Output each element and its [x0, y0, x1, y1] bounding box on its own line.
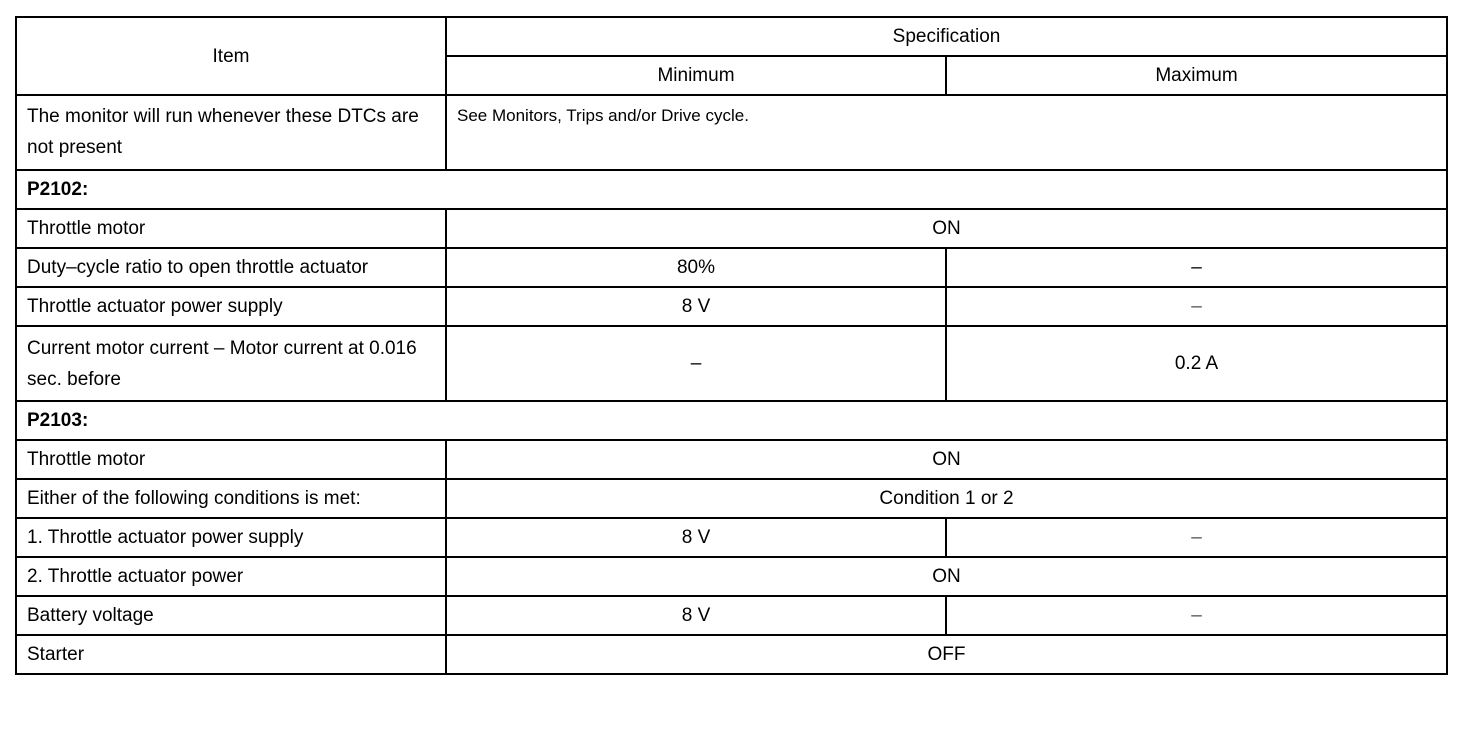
- row-spec: OFF: [446, 635, 1447, 674]
- row-spec: ON: [446, 557, 1447, 596]
- row-spec: ON: [446, 440, 1447, 479]
- section-title: P2103:: [16, 401, 1447, 440]
- row-item: Throttle motor: [16, 209, 446, 248]
- row-min: –: [446, 326, 946, 401]
- row-item: Current motor current – Motor current at 0.016 sec. before: [16, 326, 446, 401]
- row-item: 1. Throttle actuator power supply: [16, 518, 446, 557]
- row-min: 8 V: [446, 596, 946, 635]
- row-max: –: [946, 248, 1447, 287]
- section-title: P2102:: [16, 170, 1447, 209]
- row-item: The monitor will run whenever these DTCs are not present: [16, 95, 446, 170]
- table-row: [16, 248, 1447, 287]
- row-max: 0.2 A: [946, 326, 1447, 401]
- table-row: [16, 326, 1447, 401]
- table-row: [16, 518, 1447, 557]
- table-row: [16, 557, 1447, 596]
- table-row: [16, 635, 1447, 674]
- row-min: 80%: [446, 248, 946, 287]
- header-minimum: Minimum: [446, 56, 946, 95]
- row-item: Throttle motor: [16, 440, 446, 479]
- row-spec: ON: [446, 209, 1447, 248]
- row-min: 8 V: [446, 287, 946, 326]
- row-spec: Condition 1 or 2: [446, 479, 1447, 518]
- row-max: –: [946, 287, 1447, 326]
- row-spec: See Monitors, Trips and/or Drive cycle.: [446, 95, 1447, 170]
- header-maximum: Maximum: [946, 56, 1447, 95]
- table-row: [16, 479, 1447, 518]
- row-item: Battery voltage: [16, 596, 446, 635]
- row-max: –: [946, 596, 1447, 635]
- header-specification: Specification: [446, 17, 1447, 56]
- section-row-p2103: [16, 401, 1447, 440]
- table-row: [16, 287, 1447, 326]
- row-item: Duty–cycle ratio to open throttle actuator: [16, 248, 446, 287]
- section-row-p2102: [16, 170, 1447, 209]
- row-min: 8 V: [446, 518, 946, 557]
- table-row: [16, 596, 1447, 635]
- specification-table: [15, 16, 1448, 675]
- row-item: Starter: [16, 635, 446, 674]
- table-row: [16, 95, 1447, 170]
- row-max: –: [946, 518, 1447, 557]
- row-item: Throttle actuator power supply: [16, 287, 446, 326]
- header-row: [16, 17, 1447, 56]
- table-row: [16, 209, 1447, 248]
- header-item: Item: [16, 17, 446, 95]
- table-row: [16, 440, 1447, 479]
- row-item: Either of the following conditions is met:: [16, 479, 446, 518]
- row-item: 2. Throttle actuator power: [16, 557, 446, 596]
